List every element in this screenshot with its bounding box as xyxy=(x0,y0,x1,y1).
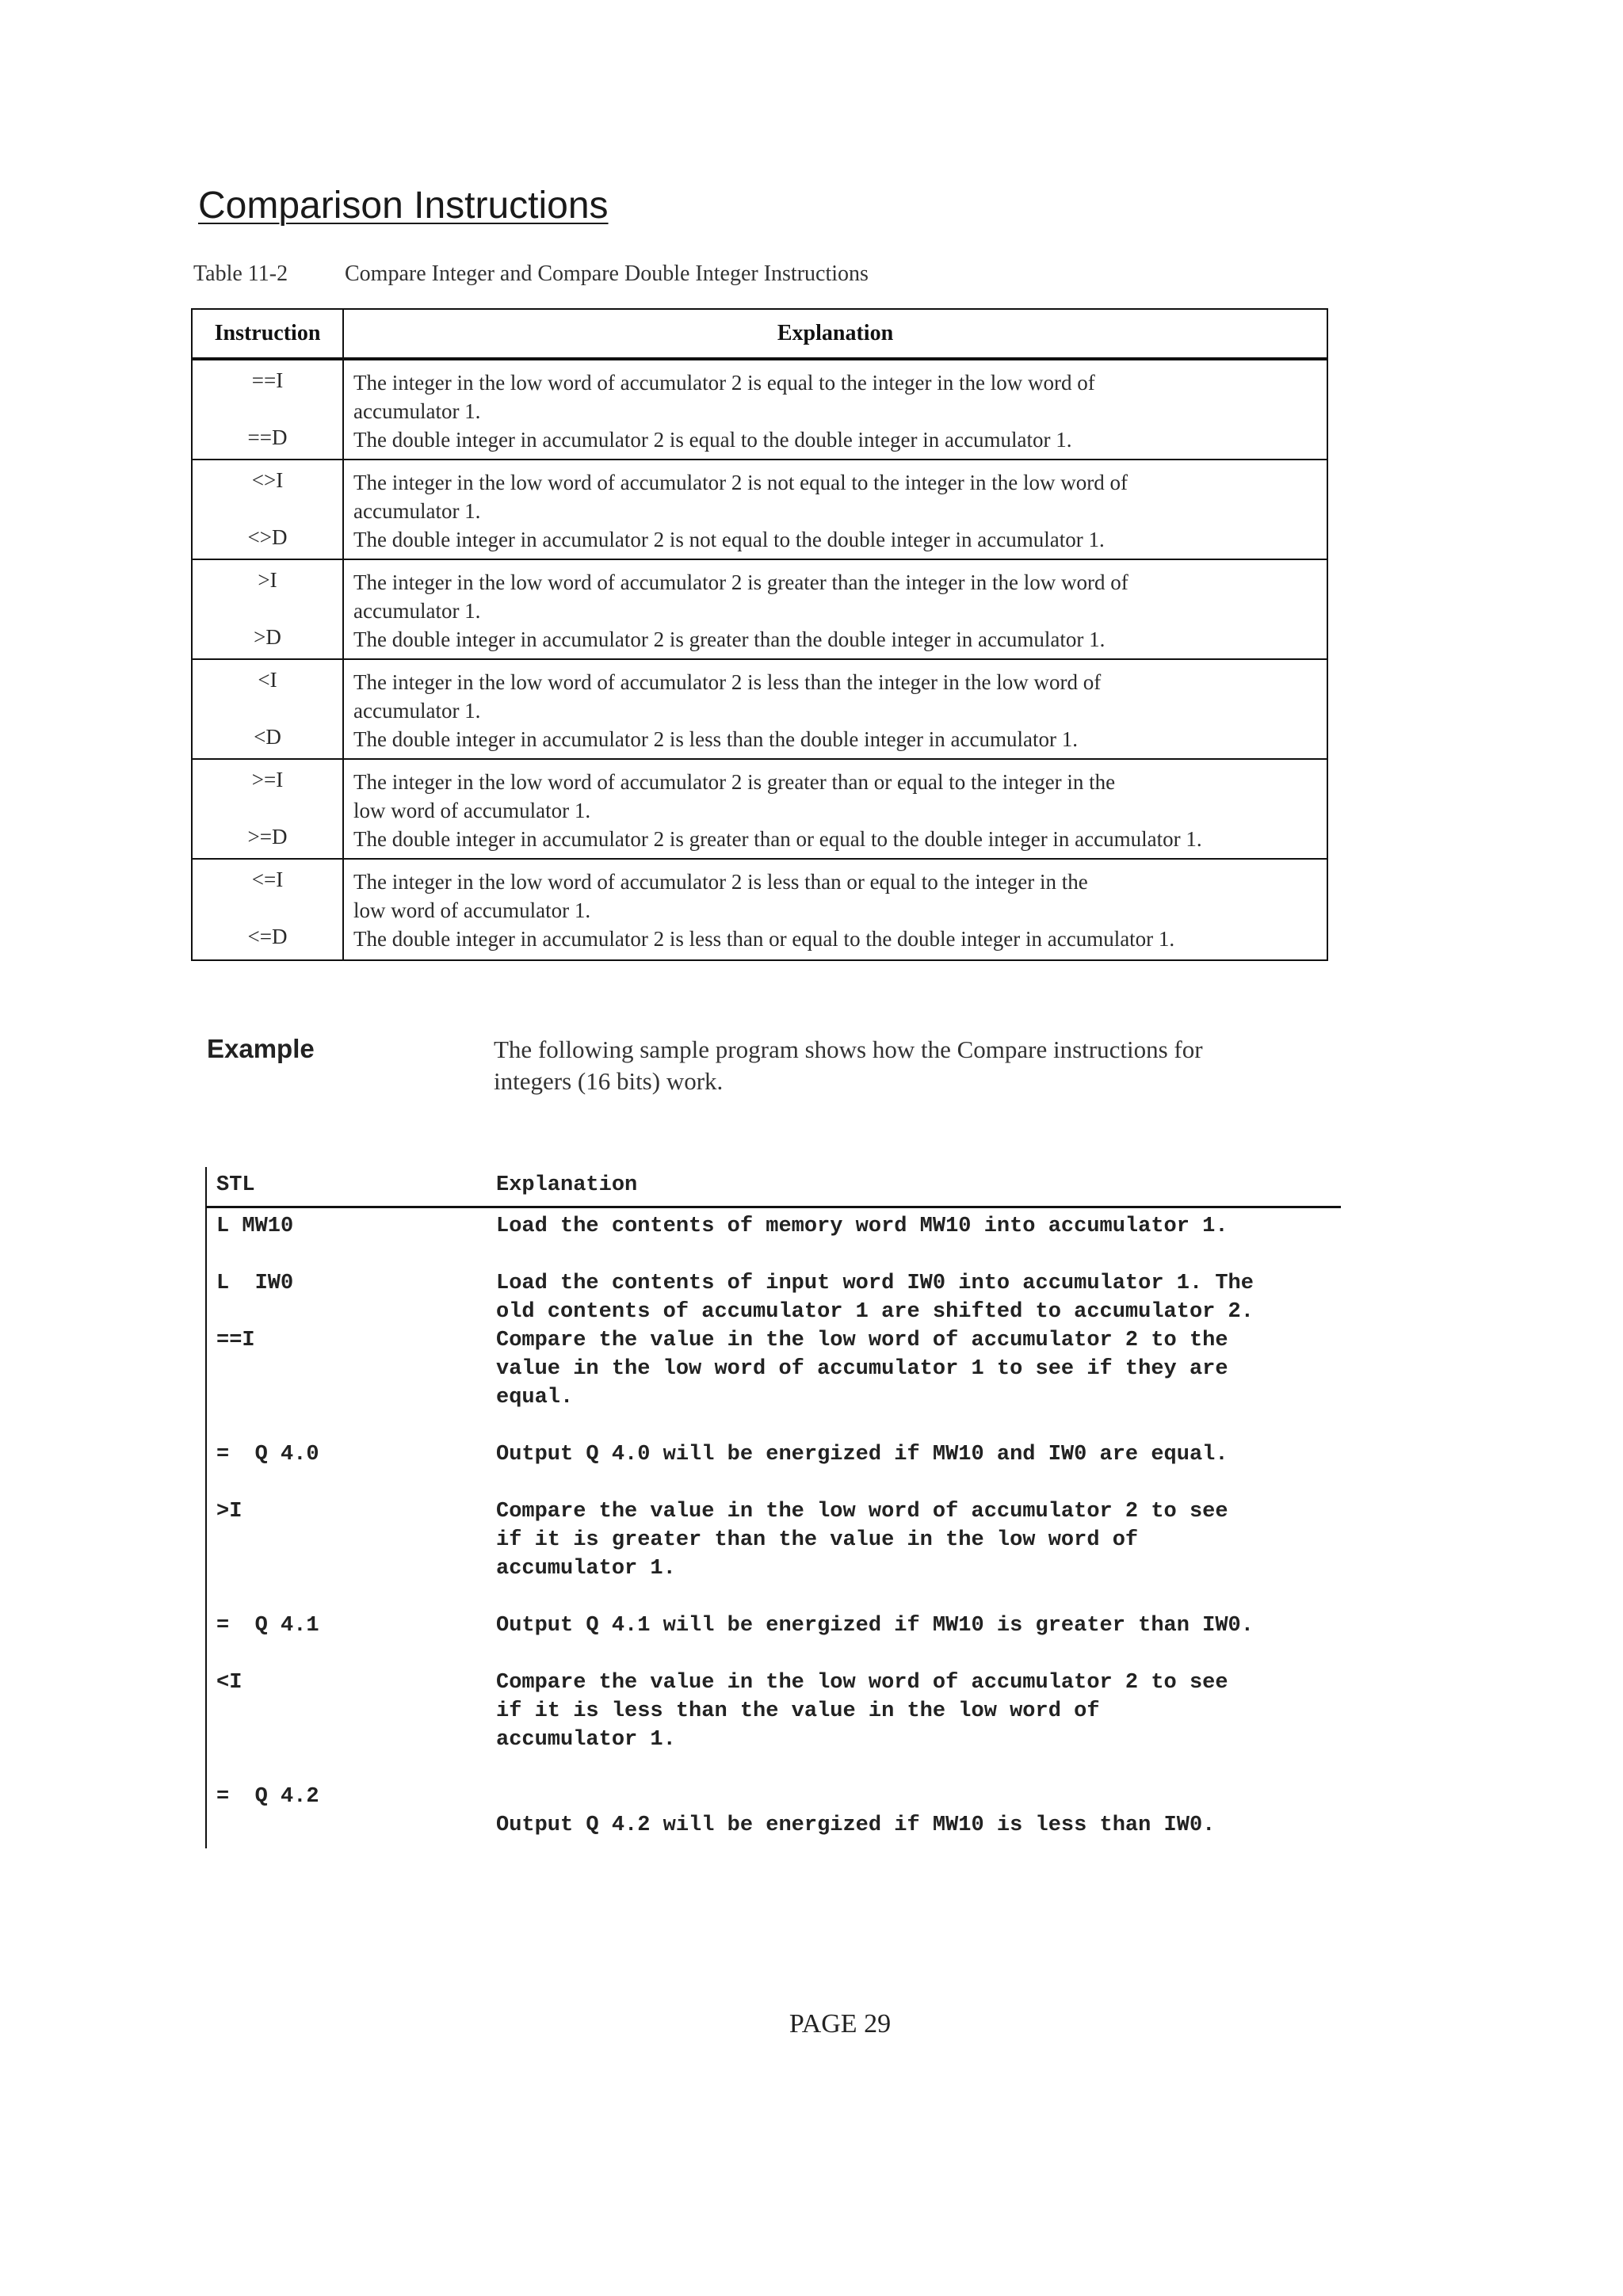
stl-explanation-line: Output Q 4.1 will be energized if MW10 is greater than IW0. xyxy=(496,1614,1254,1638)
explanation-line: accumulator 1. xyxy=(353,599,481,623)
instruction-double-integer: >D xyxy=(254,625,281,649)
explanation-line: The double integer in accumulator 2 is less than the double integer in accumulator 1. xyxy=(353,727,1078,751)
table-header-row xyxy=(193,310,1327,360)
table-row xyxy=(193,360,1327,460)
stl-header-explanation: Explanation xyxy=(496,1173,638,1197)
instruction-cell xyxy=(193,860,344,959)
instruction-cell xyxy=(193,760,344,858)
stl-code: ==I xyxy=(216,1329,255,1352)
stl-code: L MW10 xyxy=(216,1215,294,1238)
instruction-cell xyxy=(193,560,344,658)
stl-explanation-line: Load the contents of memory word MW10 into accumulator 1. xyxy=(496,1215,1228,1238)
stl-header-stl: STL xyxy=(216,1173,255,1197)
explanation-cell xyxy=(344,360,1327,459)
example-text-line: integers (16 bits) work. xyxy=(494,1067,724,1095)
page-number: PAGE 29 xyxy=(789,2009,892,2039)
explanation-cell xyxy=(344,760,1327,858)
explanation-line: accumulator 1. xyxy=(353,699,481,723)
stl-explanation-line: Load the contents of input word IW0 into accumulator 1. The xyxy=(496,1272,1254,1295)
instruction-cell xyxy=(193,460,344,559)
stl-explanation-line: accumulator 1. xyxy=(496,1557,676,1581)
stl-explanation-line: Output Q 4.2 will be energized if MW10 is less than IW0. xyxy=(496,1814,1216,1837)
table-row xyxy=(193,660,1327,760)
instruction-integer: >I xyxy=(258,568,277,592)
explanation-line: low word of accumulator 1. xyxy=(353,898,591,922)
stl-explanation-line: if it is greater than the value in the low word of xyxy=(496,1528,1139,1552)
instruction-integer: ==I xyxy=(251,368,284,392)
explanation-line: The double integer in accumulator 2 is less than or equal to the double integer in accumulator 1. xyxy=(353,927,1175,951)
instruction-double-integer: <D xyxy=(254,725,281,749)
header-instruction: Instruction xyxy=(193,310,344,357)
page-heading: Comparison Instructions xyxy=(198,185,609,227)
instruction-integer: >=I xyxy=(251,768,284,791)
stl-code: >I xyxy=(216,1500,242,1524)
table-row xyxy=(193,460,1327,560)
stl-explanation-line: old contents of accumulator 1 are shifted to accumulator 2. xyxy=(496,1300,1254,1324)
instruction-cell xyxy=(193,360,344,459)
stl-explanation-line: Output Q 4.0 will be energized if MW10 and IW0 are equal. xyxy=(496,1443,1228,1466)
stl-left-rule xyxy=(205,1167,207,1848)
header-explanation: Explanation xyxy=(777,321,894,345)
table-row xyxy=(193,860,1327,959)
stl-explanation-line: if it is less than the value in the low word of xyxy=(496,1699,1100,1723)
stl-code: = Q 4.1 xyxy=(216,1614,319,1638)
table-caption-number: Table 11-2 xyxy=(193,261,288,286)
instruction-double-integer: >=D xyxy=(247,825,288,849)
example-label: Example xyxy=(207,1034,315,1063)
explanation-cell xyxy=(344,660,1327,758)
explanation-line: accumulator 1. xyxy=(353,499,481,523)
instruction-cell xyxy=(193,660,344,758)
explanation-line: low word of accumulator 1. xyxy=(353,799,591,822)
table-row xyxy=(193,560,1327,660)
stl-explanation-line: accumulator 1. xyxy=(496,1728,676,1752)
stl-code: <I xyxy=(216,1671,242,1695)
explanation-line: The double integer in accumulator 2 is greater than or equal to the double integer in accumulator 1. xyxy=(353,827,1202,851)
instruction-integer: <>I xyxy=(251,468,284,492)
table-caption xyxy=(193,261,869,287)
explanation-line: The integer in the low word of accumulator 2 is less than or equal to the integer in the xyxy=(353,870,1088,894)
instruction-double-integer: ==D xyxy=(247,425,288,449)
stl-code: = Q 4.2 xyxy=(216,1785,319,1809)
explanation-cell xyxy=(344,460,1327,559)
instruction-double-integer: <>D xyxy=(247,525,288,549)
comparison-table xyxy=(191,308,1328,961)
stl-code: L IW0 xyxy=(216,1272,294,1295)
example-text-line: The following sample program shows how the Compare instructions for xyxy=(494,1035,1203,1063)
stl-code: = Q 4.0 xyxy=(216,1443,319,1466)
stl-explanation-line: Compare the value in the low word of accumulator 2 to see xyxy=(496,1671,1228,1695)
instruction-integer: <=I xyxy=(251,868,284,891)
example-text xyxy=(494,1034,1203,1097)
explanation-line: The integer in the low word of accumulator 2 is greater than the integer in the low word of xyxy=(353,570,1128,594)
explanation-line: The integer in the low word of accumulator 2 is less than the integer in the low word of xyxy=(353,670,1102,694)
explanation-line: The double integer in accumulator 2 is greater than the double integer in accumulator 1. xyxy=(353,627,1106,651)
explanation-line: The double integer in accumulator 2 is not equal to the double integer in accumulator 1. xyxy=(353,528,1105,551)
stl-explanation-line: Compare the value in the low word of accumulator 2 to see xyxy=(496,1500,1228,1524)
stl-explanation-line: equal. xyxy=(496,1386,574,1409)
explanation-line: The integer in the low word of accumulator 2 is equal to the integer in the low word of xyxy=(353,371,1095,395)
explanation-line: The integer in the low word of accumulator 2 is greater than or equal to the integer in the xyxy=(353,770,1116,794)
explanation-cell xyxy=(344,560,1327,658)
stl-header-rule xyxy=(205,1206,1341,1208)
explanation-line: accumulator 1. xyxy=(353,399,481,423)
stl-explanation-line: value in the low word of accumulator 1 to see if they are xyxy=(496,1357,1228,1381)
explanation-cell xyxy=(344,860,1327,959)
instruction-double-integer: <=D xyxy=(247,925,288,948)
explanation-line: The double integer in accumulator 2 is equal to the double integer in accumulator 1. xyxy=(353,428,1072,452)
instruction-integer: <I xyxy=(258,668,277,692)
stl-explanation-line: Compare the value in the low word of accumulator 2 to the xyxy=(496,1329,1228,1352)
table-row xyxy=(193,760,1327,860)
explanation-line: The integer in the low word of accumulator 2 is not equal to the integer in the low word of xyxy=(353,471,1128,494)
table-caption-title: Compare Integer and Compare Double Integer Instructions xyxy=(345,261,869,286)
